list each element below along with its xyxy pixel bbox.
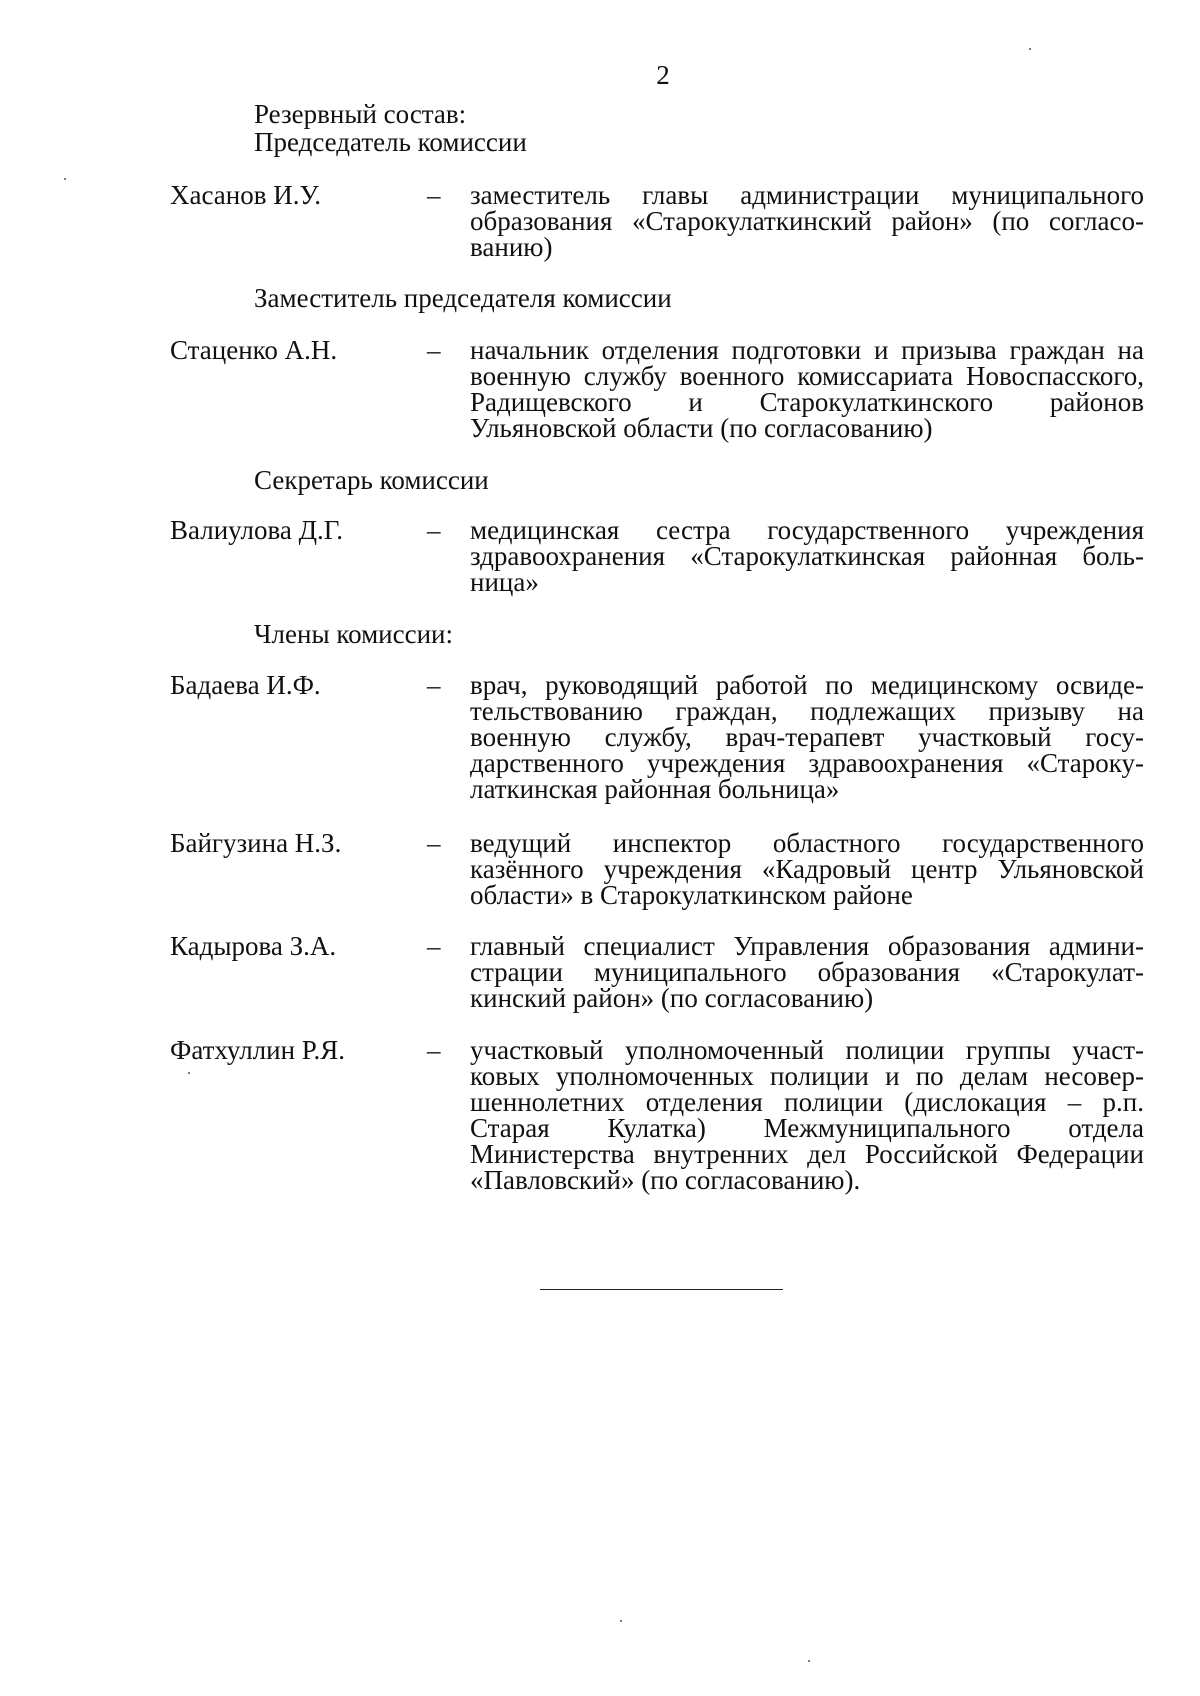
end-divider (540, 1289, 783, 1290)
member-description: начальник отделения подготовки и призыва граждан на военную службу военного комиссариата Новоспасского, Радищевского и Старокулаткинского районов Ульяновской области (по согласованию) (470, 335, 1144, 443)
member-name: Фатхуллин Р.Я. (170, 1035, 345, 1065)
dash: – (427, 335, 441, 365)
dash: – (427, 515, 441, 545)
member-description: врач, руководящий работой по медицинскому освидетельствованию граждан, подлежащих призыву на военную службу, врач-терапевт участковый государственного учреждения здравоохранения «Старокулаткинская районная больница» (470, 670, 1144, 804)
scan-speck (1029, 48, 1031, 50)
member-name: Кадырова З.А. (170, 931, 337, 961)
dash: – (427, 670, 441, 700)
scan-speck (620, 1620, 622, 1622)
heading-secretary: Секретарь комиссии (254, 465, 489, 495)
dash: – (427, 1035, 441, 1065)
dash: – (427, 828, 441, 858)
scan-speck (808, 1660, 810, 1662)
member-name: Валиулова Д.Г. (170, 515, 344, 545)
scan-speck (188, 1072, 190, 1074)
member-name: Хасанов И.У. (170, 180, 321, 210)
dash: – (427, 180, 441, 210)
member-name: Байгузина Н.З. (170, 828, 342, 858)
dash: – (427, 931, 441, 961)
member-name: Бадаева И.Ф. (170, 670, 321, 700)
member-description: заместитель главы администрации муниципального образования «Старокулаткинский район» (по согласованию) (470, 180, 1144, 262)
member-description: ведущий инспектор областного государственного казённого учреждения «Кадровый центр Ульяновской области» в Старокулаткинском районе (470, 828, 1144, 910)
scan-speck (64, 178, 66, 180)
member-description: медицинская сестра государственного учреждения здравоохранения «Старокулаткинская районная больница» (470, 515, 1144, 597)
member-description: участковый уполномоченный полиции группы участковых уполномоченных полиции и по делам несовершеннолетних отделения полиции (дислокация – р.п. Старая Кулатка) Межмуниципального отдела Министерства внутренних дел Российской Федерации «Павловский» (по согласованию). (470, 1035, 1144, 1195)
member-name: Стаценко А.Н. (170, 335, 338, 365)
member-description: главный специалист Управления образования администрации муниципального образования «Старокулаткинский район» (по согласованию) (470, 931, 1144, 1013)
heading-members: Члены комиссии: (254, 619, 453, 649)
heading-reserve: Резервный состав: (254, 99, 467, 129)
heading-deputy: Заместитель председателя комиссии (254, 283, 672, 313)
heading-chairman: Председатель комиссии (254, 127, 527, 157)
page-number: 2 (656, 60, 670, 90)
